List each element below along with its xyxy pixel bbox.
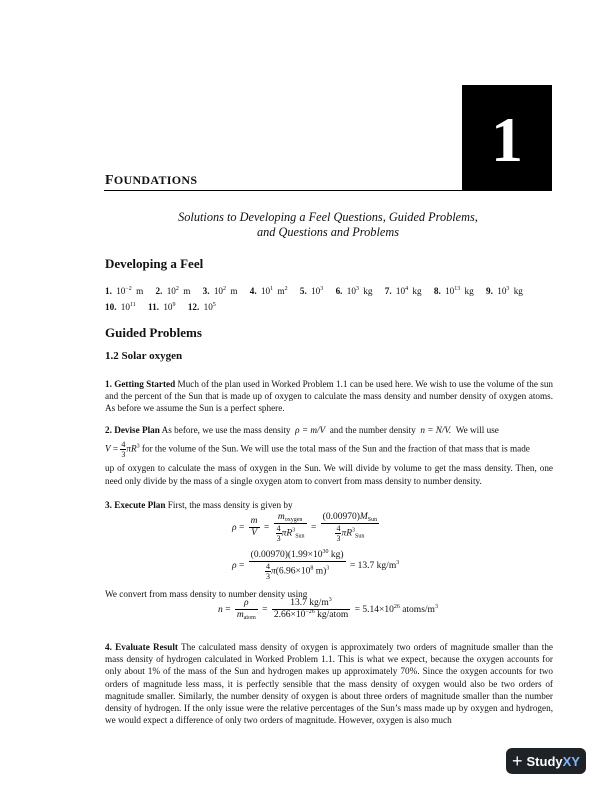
paragraph-convert: We convert from mass density to number density using [105,589,308,599]
studyxy-logo[interactable]: + Study XY [506,748,586,774]
chapter-title: FOUNDATIONS [105,173,198,188]
answer-item: 10. $10^{11}$ [105,302,136,312]
answers-list [105,283,553,315]
equation-mass-density-value: ρ = $(0.00970)(1.99\times 10^{30}$ kg) $\frac{4}{3}$ $\pi(6.96\times 10^8$ m)$^3$ = 13.7 $kg/m^3$ [232,549,400,581]
answer-item: 5. $10^3$ [299,286,324,296]
plus-icon: + [512,750,523,771]
answer-item: 3. $10^2$ m [202,286,238,296]
chapter-divider [104,190,552,191]
equation-mass-density: ρ = $\frac{m}{V}$ = $m_{oxygen}$ $\frac{4}{3}$ $\pi R^3_{Sun}$ = $(0.00970)M_{Sun}$ $\frac{4}{3}$ $\pi R^3_{Sun}$ [232,512,378,543]
answer-item: 8. $10^{13}$ kg [433,286,474,296]
page-subtitle: Solutions to Developing a Feel Questions, Guided Problems, and Questions and Problems [178,210,478,239]
paragraph-execute-plan: 3. Execute Plan First, the mass density is given by [105,500,293,510]
answer-item: 7. $10^4$ kg [384,286,422,296]
paragraph-devise-plan: 2. Devise Plan As before, we use the mass density ρ = m/V and the number density n = N/V. We will use V = $\frac{4}{3}$ $\pi R^3$ for the volume of the Sun. We will use the total mass of the Sun and the fraction of that mass that is made up of oxygen to calculate the mass of oxygen in the Sun. We will divide by volume to get the mass density. Then, one need only divide by the mass of a single oxygen atom to convert from mass density to number density. [105,425,553,486]
answer-item: 11. $10^9$ [148,302,176,312]
heading-developing-feel: Developing a Feel [105,256,204,271]
chapter-number: 1 [491,104,523,175]
equation-number-density: n = $\frac{\rho}{m_{atom}}$ = $\frac{13.7 kg/m^3}{2.66\times 10^{-26} kg/atom}$ = $5.14\times 10^{26}$ atoms/$m^3$ [218,597,438,621]
answer-item: 12. $10^5$ [187,302,216,312]
answer-item: 4. $10^1$ $m^2$ [249,286,288,296]
answer-item: 1. $10^{-2}$ m [105,286,144,296]
paragraph-evaluate-result: 4. Evaluate Result The calculated mass density of oxygen is approximately two orders of magnitude smaller than the mass density of hydrogen calculated in Worked Problem 1.1. This is what we expect, because the oxygen accounts for only about 1% of the mass of the Sun and hydrogen makes up approximately 70%. Since the oxygen accounts for two orders of magnitude less mass, it is perfectly sensible that the mass density of oxygen would also be two orders of magnitude smaller. Similarly, the number density of oxygen is about three orders of magnitude smaller than the number density of hydrogen. If the only issue were the relative percentages of the Sun’s mass made up by oxygen and hydrogen, we would expect a difference of only two orders of magnitude. However, oxygen is also much [105,642,554,726]
answer-item: 6. $10^3$ kg [335,286,373,296]
section-heading: 1.2 Solar oxygen [105,350,183,362]
chapter-number-box [462,85,552,190]
paragraph-getting-started: 1. Getting Started Much of the plan used in Worked Problem 1.1 can be used here. We wish to use the volume of the sun and the percent of the Sun that is made up of oxygen to calculate the mass density and number density of oxygen atoms. As before we assume the Sun is a perfect sphere. [105,379,554,414]
heading-guided-problems: Guided Problems [105,325,202,340]
answer-item: 2. $10^2$ m [155,286,191,296]
answer-item: 9. $10^3$ kg [486,286,523,296]
